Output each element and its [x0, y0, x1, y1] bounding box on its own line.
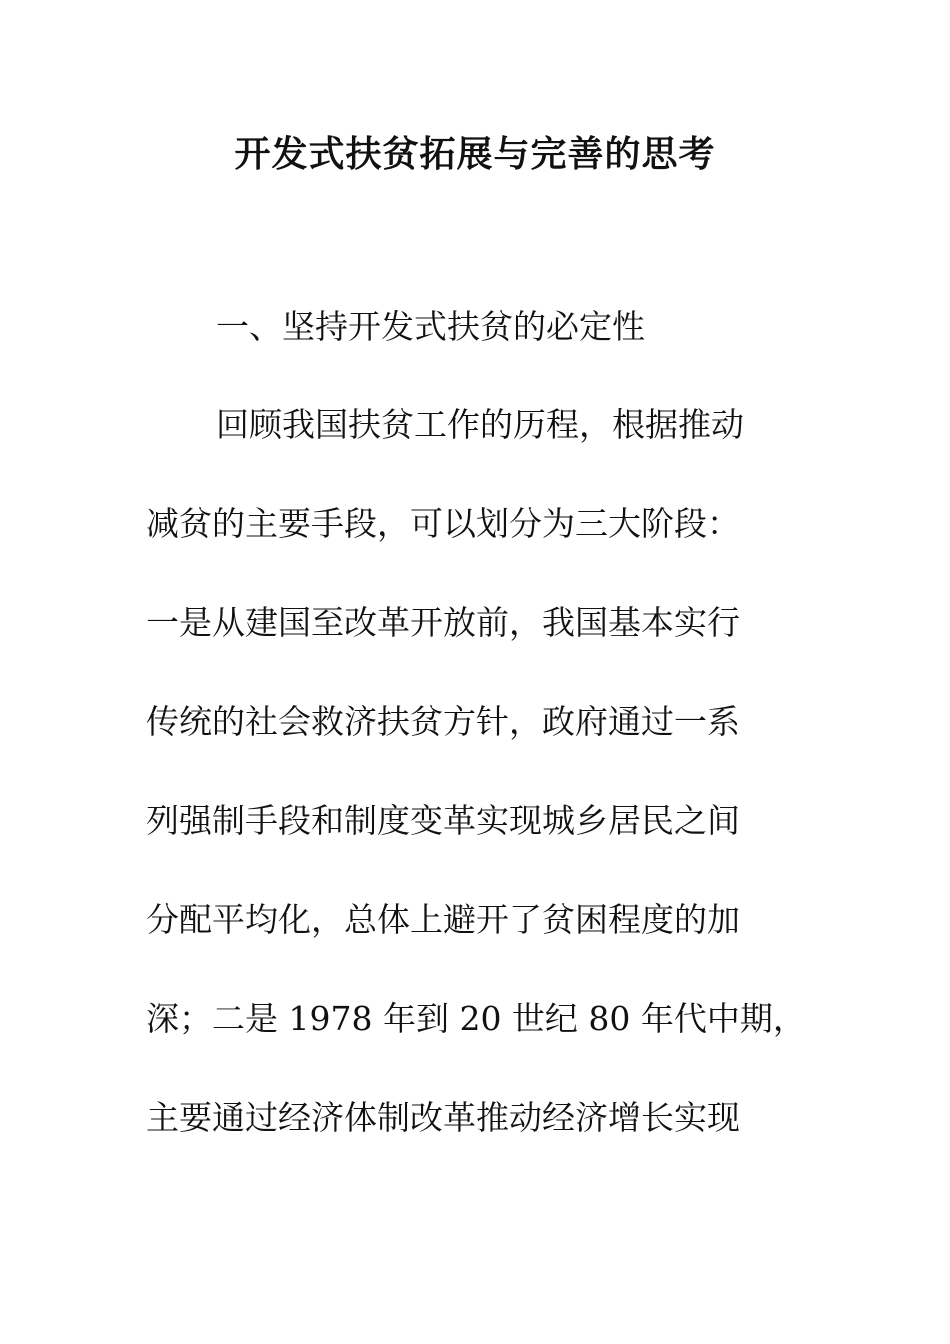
section-heading: 一、坚持开发式扶贫的必定性 [216, 307, 645, 346]
body-line-1: 回顾我国扶贫工作的历程，根据推动 [216, 405, 744, 444]
body-line-6: 分配平均化，总体上避开了贫困程度的加 [146, 900, 740, 939]
body-line-7: 深；二是 1978 年到 20 世纪 80 年代中期， [146, 999, 806, 1038]
body-line-5: 列强制手段和制度变革实现城乡居民之间 [146, 801, 740, 840]
body-line-4: 传统的社会救济扶贫方针，政府通过一系 [146, 702, 740, 741]
body-line-2: 减贫的主要手段，可以划分为三大阶段： [146, 504, 740, 543]
body-line-3: 一是从建国至改革开放前，我国基本实行 [146, 603, 740, 642]
body-line-8: 主要通过经济体制改革推动经济增长实现 [146, 1098, 740, 1137]
document-title: 开发式扶贫拓展与完善的思考 [234, 133, 716, 175]
